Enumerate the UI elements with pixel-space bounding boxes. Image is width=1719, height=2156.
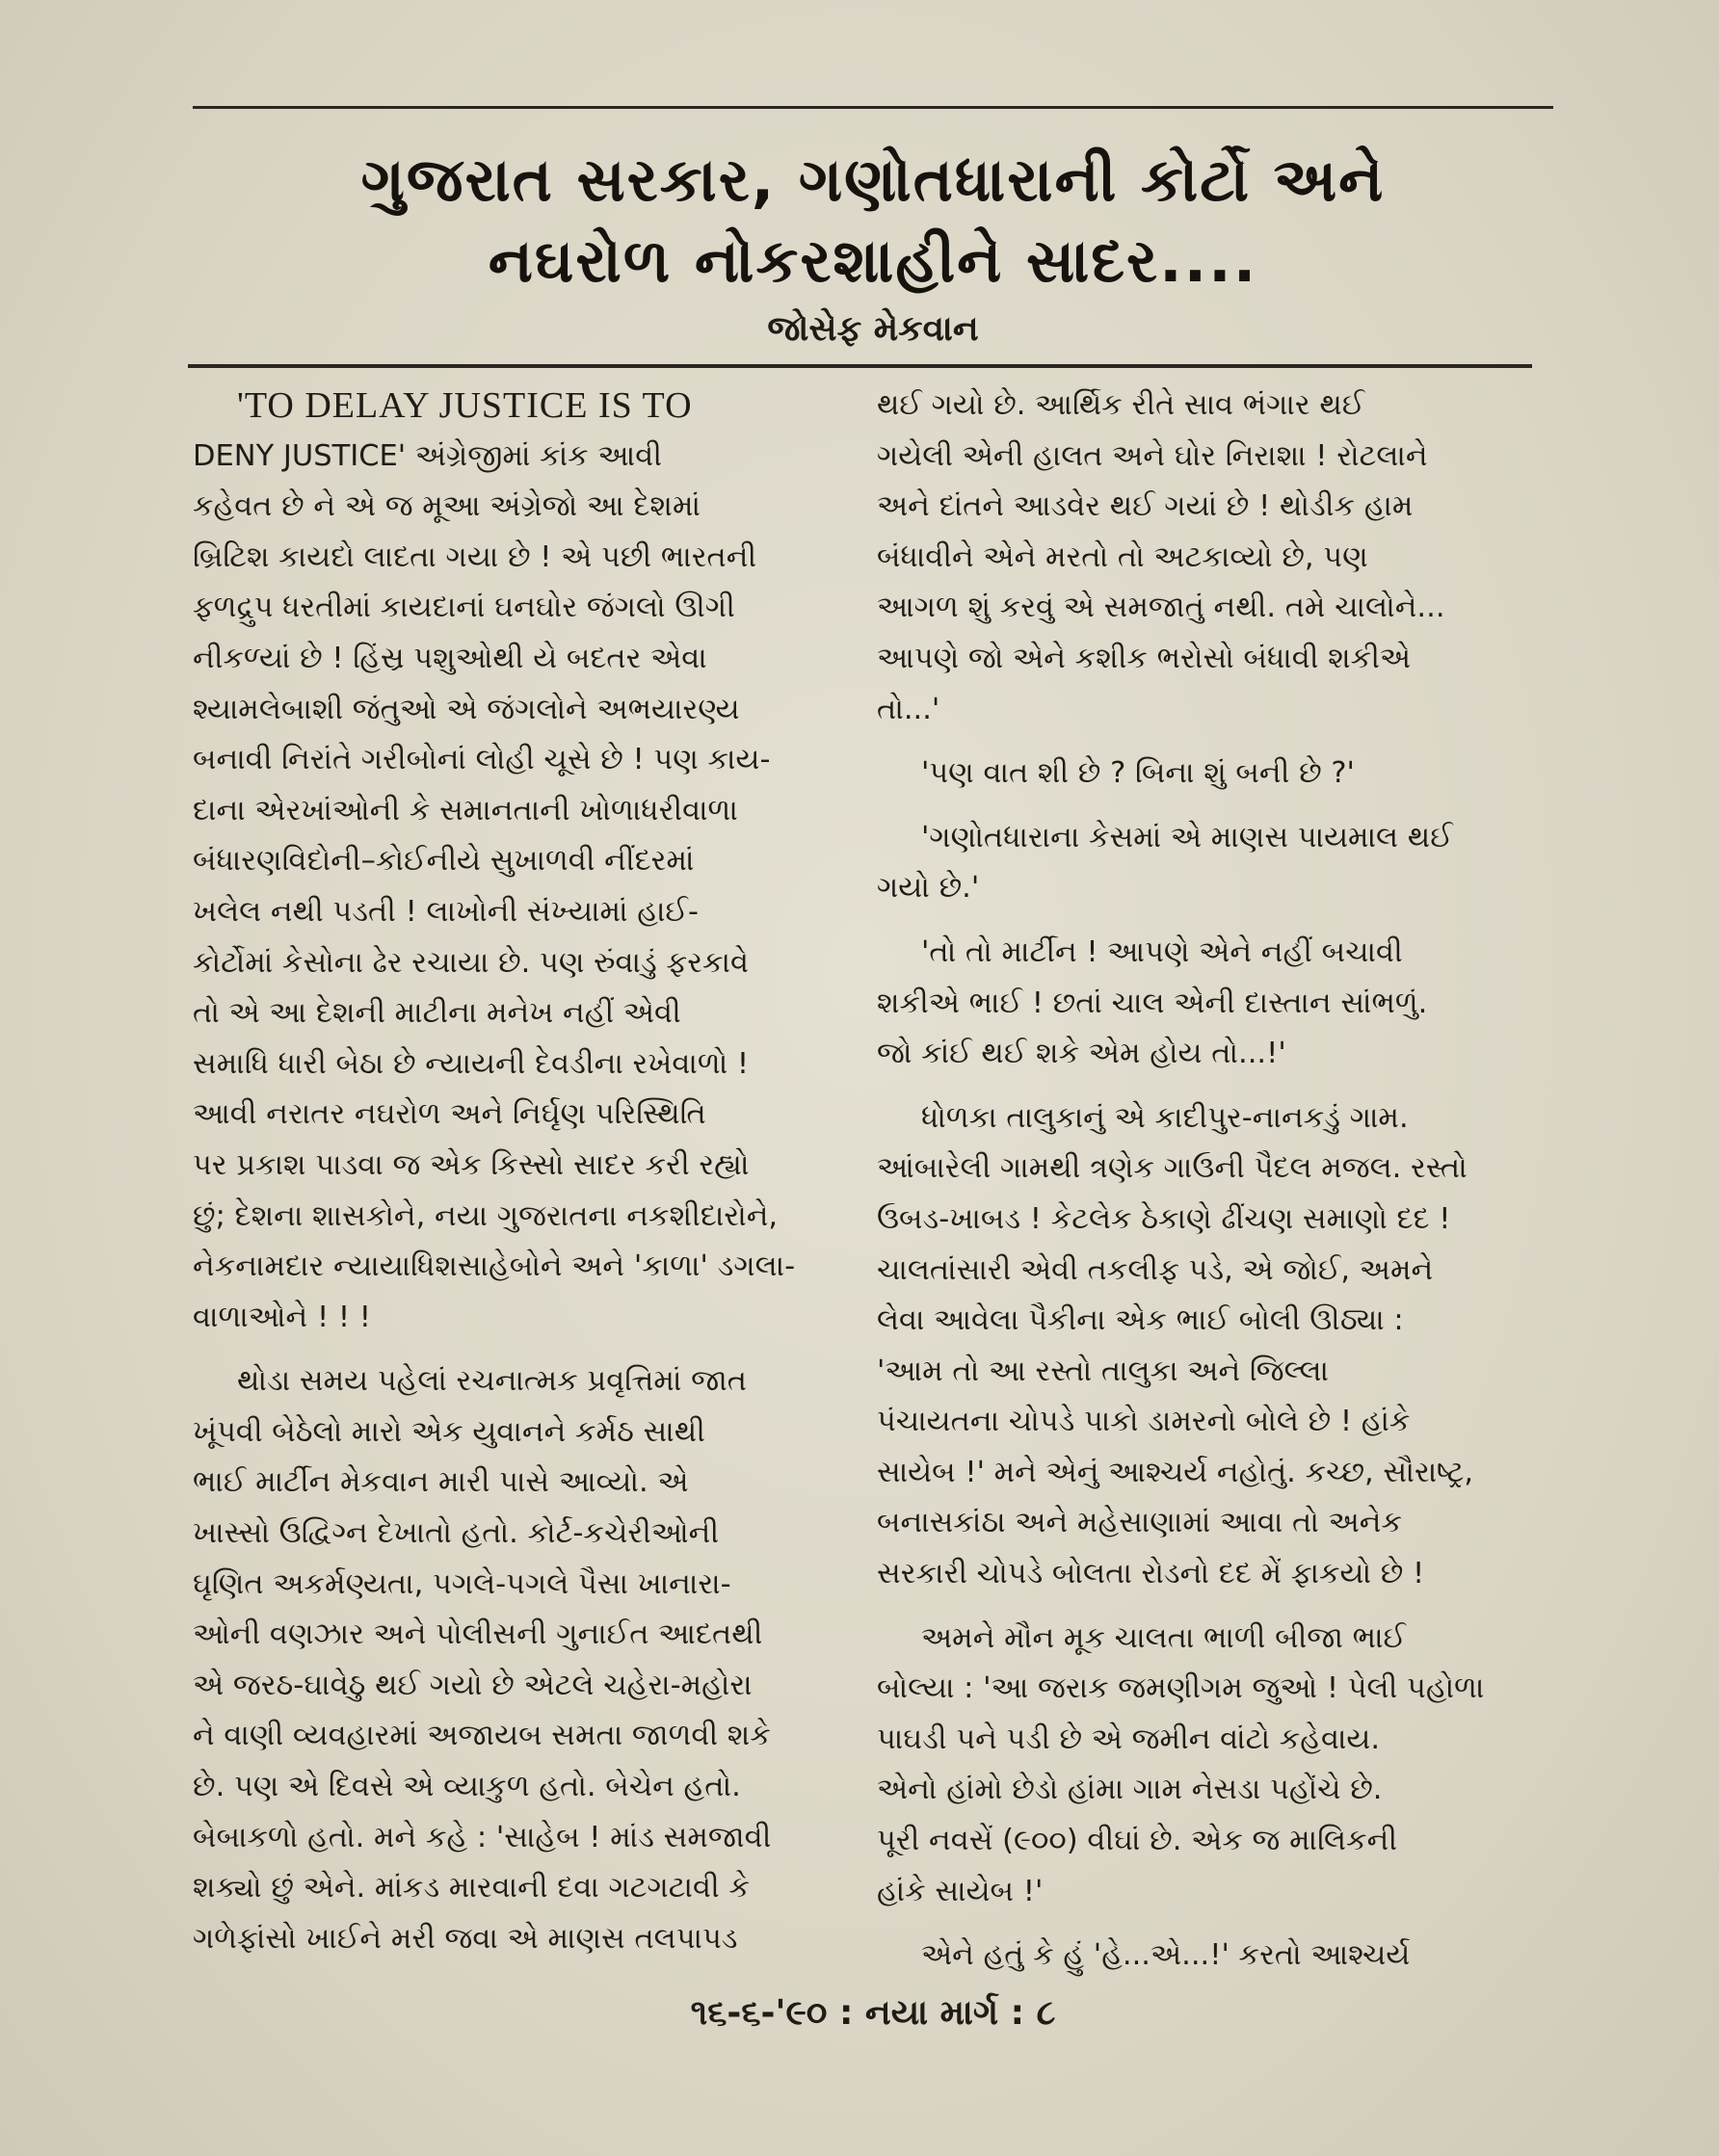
text-line: ગયેલી એની હાલત અને ઘોર નિરાશા ! રોટલાને xyxy=(877,438,1428,473)
text-line: આવી નરાતર નઘરોળ અને નિર્ઘૃણ પરિસ્થિતિ xyxy=(193,1097,706,1132)
text-line: અમને મૌન મૂક ચાલતા ભાળી બીજા ભાઈ xyxy=(921,1620,1407,1655)
paragraph xyxy=(877,1931,1537,1982)
text-line: દાના એરખાંઓની કે સમાનતાની ખોળાધરીવાળા xyxy=(193,793,738,828)
text-line: લેવા આવેલા પૈકીના એક ભાઈ બોલી ઊઠ્યા : xyxy=(877,1303,1404,1338)
text-line: ખાસ્સો ઉદ્વિગ્ન દેખાતો હતો. કોર્ટ-કચેરીઓની xyxy=(193,1516,720,1551)
text-line: બ્રિટિશ કાયદો લાદતા ગયા છે ! એ પછી ભારતની xyxy=(193,539,757,574)
left-column xyxy=(193,381,858,1964)
text-line: બેબાકળો હતો. મને કહે : 'સાહેબ ! માંડ સમજાવી xyxy=(193,1820,772,1854)
text-line: ને વાણી વ્યવહારમાં અજાયબ સમતા જાળવી શકે xyxy=(193,1719,771,1753)
text-line: પંચાયતના ચોપડે પાકો ડામરનો બોલે છે ! હાંકે xyxy=(877,1405,1411,1439)
text-line: ખલેલ નથી પડતી ! લાખોની સંખ્યામાં હાઈ- xyxy=(193,894,699,929)
title-line-1: ગુજરાત સરકાર, ગણોતધારાની કોર્ટો અને xyxy=(360,145,1386,215)
text-line: ફળદ્રુપ ધરતીમાં કાયદાનાં ઘનઘોર જંગલો ઊગી xyxy=(193,591,735,625)
right-column xyxy=(877,381,1537,1982)
text-line: શ્યામલેબાશી જંતુઓ એ જંગલોને અભયારણ્ય xyxy=(193,692,740,726)
text-line: નેકનામદાર ન્યાયાધિશસાહેબોને અને 'કાળા' ડગલા- xyxy=(193,1249,796,1284)
text-line: બોલ્યા : 'આ જરાક જમણીગમ જુઓ ! પેલી પહોળા xyxy=(877,1671,1485,1706)
text-line: ચાલતાંસારી એવી તકલીફ પડે, એ જોઈ, અમને xyxy=(877,1252,1434,1287)
text-line: પાઘડી પને પડી છે એ જમીન વાંટો કહેવાય. xyxy=(877,1722,1381,1756)
text-line: DENY JUSTICE' અંગ્રેજીમાં કાંક આવી xyxy=(193,438,662,473)
text-line: સરકારી ચોપડે બોલતા રોડનો દદ મેં ફાકયો છે ! xyxy=(877,1557,1425,1591)
paragraph xyxy=(193,1356,858,1964)
text-line: છું; દેશના શાસકોને, નયા ગુજરાતના નકશીદારોને, xyxy=(193,1198,779,1233)
text-line: પર પ્રકાશ પાડવા જ એક કિસ્સો સાદર કરી રહ્યો xyxy=(193,1147,750,1182)
text-line: બનાસકાંઠા અને મહેસાણામાં આવા તો અનેક xyxy=(877,1506,1403,1540)
text-line: હાંકે સાયેબ !' xyxy=(877,1874,1044,1908)
article-title xyxy=(193,140,1553,302)
text-line: ગળેફાંસો ખાઈને મરી જવા એ માણસ તલપાપડ xyxy=(193,1921,738,1956)
text-line: બનાવી નિરાંતે ગરીબોનાં લોહી ચૂસે છે ! પણ કાય- xyxy=(193,743,771,777)
header-rule xyxy=(188,364,1532,368)
text-line: એનો હાંમો છેડો હાંમા ગામ નેસડા પહોંચે છે. xyxy=(877,1773,1383,1807)
author-byline: જોસેફ મેકવાન xyxy=(767,309,979,349)
text-line: આપણે જો એને કશીક ભરોસો બંધાવી શકીએ xyxy=(877,641,1412,675)
text-line: એ જરઠ-ઘાવેઠુ થઈ ગયો છે એટલે ચહેરા-મહોરા xyxy=(193,1668,753,1702)
text-line: ઓની વણઝાર અને પોલીસની ગુનાઈત આદતથી xyxy=(193,1617,763,1652)
text-line: બંધાવીને એને મરતો તો અટકાવ્યો છે, પણ xyxy=(877,539,1368,574)
text-line: વાળાઓને ! ! ! xyxy=(193,1300,372,1334)
text-line: થઈ ગયો છે. આર્થિક રીતે સાવ ભંગાર થઈ xyxy=(877,388,1365,422)
text-line: કોર્ટોમાં કેસોના ઢેર રચાયા છે. પણ રુંવાડું ફરકાવે xyxy=(193,945,749,980)
text-line: અને દાંતને આડવેર થઈ ગયાં છે ! થોડીક હામ xyxy=(877,489,1414,524)
text-line: સમાધિ ધારી બેઠા છે ન્યાયની દેવડીના રખેવાળો ! xyxy=(193,1046,750,1081)
text-line: ઉબડ-ખાબડ ! કેટલેક ઠેકાણે ઢીંચણ સમાણો દદ ! xyxy=(877,1201,1451,1236)
text-line: તો...' xyxy=(877,692,940,726)
text-line: ધોળકા તાલુકાનું એ કાદીપુર-નાનકડું ગામ. xyxy=(921,1100,1409,1135)
text-line: તો એ આ દેશની માટીના મનેખ નહીં એવી xyxy=(193,996,681,1031)
paragraph xyxy=(193,381,858,1343)
text-line: બંધારણવિદોની–કોઈનીયે સુખાળવી નીંદરમાં xyxy=(193,844,695,879)
paragraph xyxy=(877,1614,1537,1918)
text-line: 'ગણોતધારાના કેસમાં એ માણસ પાયમાલ થઈ xyxy=(921,820,1453,855)
text-line: 'TO DELAY JUSTICE IS TO xyxy=(237,385,693,426)
text-line: આંબારેલી ગામથી ત્રણેક ગાઉની પૈદલ મજલ. રસ્તો xyxy=(877,1151,1468,1186)
text-line: નીકળ્યાં છે ! હિંસ્ર પશુઓથી યે બદતર એવા xyxy=(193,641,707,675)
text-line: પૂરી નવસેં (૯૦૦) વીઘાં છે. એક જ માલિકની xyxy=(877,1824,1398,1858)
text-line: શક્યો છું એને. માંકડ મારવાની દવા ગટગટાવી કે xyxy=(193,1871,750,1906)
text-line: સાયેબ !' મને એનું આશ્ચર્ય નહોતું. કચ્છ, સૌરાષ્ટ્ર, xyxy=(877,1455,1474,1489)
paragraph xyxy=(877,1093,1537,1600)
text-line: કહેવત છે ને એ જ મૂઆ અંગ્રેજો આ દેશમાં xyxy=(193,489,701,524)
text-line: શકીએ ભાઈ ! છતાં ચાલ એની દાસ્તાન સાંભળું. xyxy=(877,986,1428,1020)
paragraph xyxy=(877,813,1537,914)
paragraph xyxy=(877,749,1537,800)
text-line: છે. પણ એ દિવસે એ વ્યાકુળ હતો. બેચેન હતો. xyxy=(193,1770,741,1804)
text-line: 'આમ તો આ રસ્તો તાલુકા અને જિલ્લા xyxy=(877,1354,1330,1388)
text-line: આગળ શું કરવું એ સમજાતું નથી. તમે ચાલોને... xyxy=(877,591,1445,625)
text-line: એને હતું કે હું 'હે...એ...!' કરતો આશ્ચર્ય xyxy=(921,1938,1411,1973)
text-line: 'પણ વાત શી છે ? બિના શું બની છે ?' xyxy=(921,756,1355,791)
text-line: જો કાંઈ થઈ શકે એમ હોય તો...!' xyxy=(877,1037,1286,1071)
text-line: ખૂંપવી બેઠેલો મારો એક યુવાનને કર્મઠ સાથી xyxy=(193,1414,705,1449)
text-line: ભાઈ માર્ટીન મેકવાન મારી પાસે આવ્યો. એ xyxy=(193,1465,689,1500)
page-footer: ૧૬-૬-'૯૦ : નયા માર્ગ : ૮ xyxy=(690,1993,1056,2033)
paragraph xyxy=(877,381,1537,735)
text-line: થોડા સમય પહેલાં રચનાત્મક પ્રવૃત્તિમાં જાત xyxy=(237,1364,748,1399)
paragraph xyxy=(877,928,1537,1080)
text-line: 'તો તો માર્ટીન ! આપણે એને નહીં બચાવી xyxy=(921,934,1403,969)
top-rule xyxy=(193,106,1553,109)
text-line: ગયો છે.' xyxy=(877,871,980,906)
title-line-2: નઘરોળ નોકરશાહીને સાદર.... xyxy=(488,225,1258,296)
text-line: ઘૃણિત અકર્મણ્યતા, પગલે-પગલે પૈસા ખાનારા- xyxy=(193,1566,731,1601)
